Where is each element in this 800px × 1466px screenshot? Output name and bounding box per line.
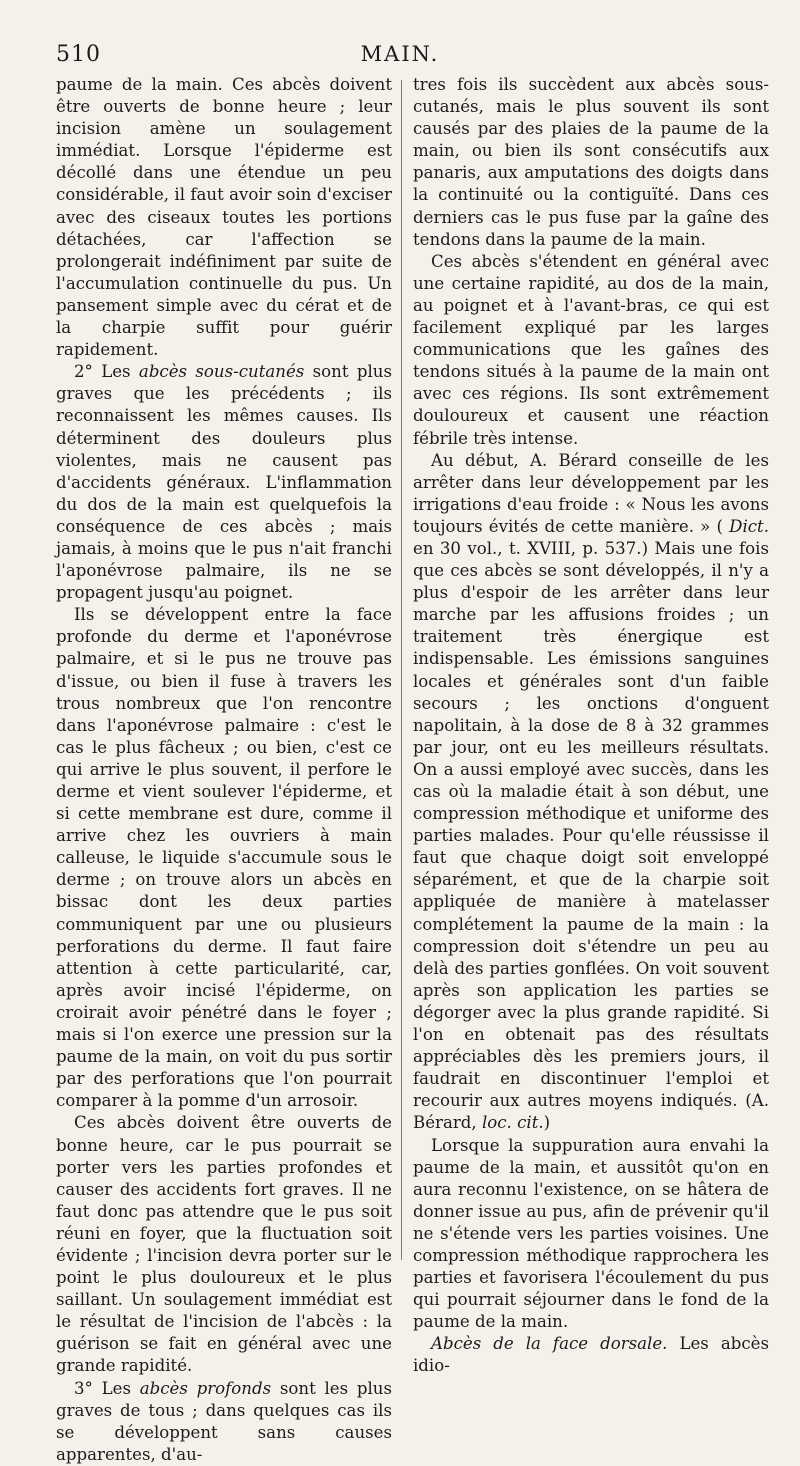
emphasis: abcès sous-cutanés <box>138 362 305 382</box>
right-column <box>413 74 769 1378</box>
paragraph: Ils se développent entre la face profonde du derme et l'aponévrose palmaire, et si le pus ne trouve pas d'issue, ou bien il fuse à travers les trous nombreux que l'on rencontre dans l'aponévrose palmaire : c'est le cas le plus fâcheux ; ou bien, c'est ce qui arrive le plus souvent, il perfore le derme et vient soulever l'épiderme, et si cette membrane est dure, comme il arrive chez les ouvriers à main calleuse, le liquide s'accumule sous le derme ; on trouve alors un abcès en bissac dont les deux parties communiquent par une ou plusieurs perforations du derme. Il faut faire attention à cette particularité, car, après avoir incisé l'épiderme, on croirait avoir pénétré dans le foyer ; mais si l'on exerce une pression sur la paume de la main, on voit du pus sortir par des perforations que l'on pourrait comparer à la pomme d'un arrosoir. <box>56 605 392 1111</box>
page-header <box>0 42 800 72</box>
emphasis: Dict. <box>729 516 769 536</box>
emphasis: abcès profonds <box>139 1378 272 1398</box>
emphasis: loc. cit. <box>481 1113 544 1133</box>
running-title: MAIN. <box>360 42 440 66</box>
column-divider <box>401 80 402 1260</box>
page-number: 510 <box>56 42 101 67</box>
section-heading: Abcès de la face dorsale. <box>431 1334 668 1354</box>
left-column <box>56 74 392 1466</box>
paragraph: Ces abcès doivent être ouverts de bonne heure, car le pus pourrait se porter vers les parties profondes et causer des accidents fort graves. Il ne faut donc pas attendre que le pus soit réuni en foyer, que la fluctuation soit évidente ; l'incision devra porter sur le point le plus douloureux et le plus saillant. Un soulagement immédiat est le résultat de l'incision de l'abcès : la guérison se fait en général avec une grande rapidité. <box>56 1113 392 1376</box>
paragraph: Abcès de la face dorsale. Les abcès idio- <box>413 1334 769 1376</box>
paragraph: Lorsque la suppuration aura envahi la paume de la main, et aussitôt qu'on en aura reconnu l'existence, on se hâtera de donner issue au pus, afin de prévenir qu'il ne s'étende vers les parties voisines. Une compression méthodique rapprochera les parties et favorisera l'écoulement du pus qui pourrait séjourner dans le fond de la paume de la main. <box>413 1135 769 1332</box>
paragraph: paume de la main. Ces abcès doivent être ouverts de bonne heure ; leur incision amène un soulagement immédiat. Lorsque l'épiderme est décollé dans une étendue un peu considérable, il faut avoir soin d'exciser avec des ciseaux toutes les portions détachées, car l'affection se prolongerait indéfiniment par suite de l'accumulation continuelle du pus. Un pansement simple avec du cérat et de la charpie suffit pour guérir rapidement. <box>56 75 392 360</box>
paragraph: Au début, A. Bérard conseille de les arrêter dans leur développement par les irrigations d'eau froide : « Nous les avons toujours évités de cette manière. » ( Dict. en 30 vol., t. XVIII, p. 537.) Mais une fois que ces abcès se sont développés, il n'y a plus d'espoir de les arrêter dans leur marche par les affusions froides ; un traitement très énergique est indispensable. Les émissions sanguines locales et générales sont d'un faible secours ; les onctions d'onguent napolitain, à la dose de 8 à 32 grammes par jour, ont eu les meilleurs résultats. On a aussi employé avec succès, dans les cas où la maladie était à son début, une compression méthodique et uniforme des parties malades. Pour qu'elle réussisse il faut que chaque doigt soit enveloppé séparément, et que de la charpie soit appliquée de manière à matelasser complétement la paume de la main : la compression doit s'étendre un peu au delà des parties gonflées. On voit souvent après son application les parties se dégorger avec la plus grande rapidité. Si l'on en obtenait pas des résultats appréciables dès les premiers jours, il faudrait en discontinuer l'emploi et recourir aux autres moyens indiqués. (A. Bérard, loc. cit.) <box>413 450 769 1133</box>
paragraph: Ces abcès s'étendent en général avec une certaine rapidité, au dos de la main, au poignet et à l'avant-bras, ce qui est facilement expliqué par les larges communications que les gaînes des tendons situés à la paume de la main ont avec ces régions. Ils sont extrêmement douloureux et causent une réaction fébrile très intense. <box>413 251 769 448</box>
paragraph: tres fois ils succèdent aux abcès sous-cutanés, mais le plus souvent ils sont causés par des plaies de la paume de la main, ou bien ils sont consécutifs aux panaris, aux amputations des doigts dans la continuité ou la contiguïté. Dans ces derniers cas le pus fuse par la gaîne des tendons dans la paume de la main. <box>413 75 769 249</box>
paragraph: 2° Les abcès sous-cutanés sont plus graves que les précédents ; ils reconnaissent les mêmes causes. Ils déterminent des douleurs plus violentes, mais ne causent pas d'accidents généraux. L'inflammation du dos de la main est quelquefois la conséquence de ces abcès ; mais jamais, à moins que le pus n'ait franchi l'aponévrose palmaire, ils ne se propagent jusqu'au poignet. <box>56 362 392 603</box>
paragraph: 3° Les abcès profonds sont les plus graves de tous ; dans quelques cas ils se développent sans causes apparentes, d'au- <box>56 1378 393 1464</box>
